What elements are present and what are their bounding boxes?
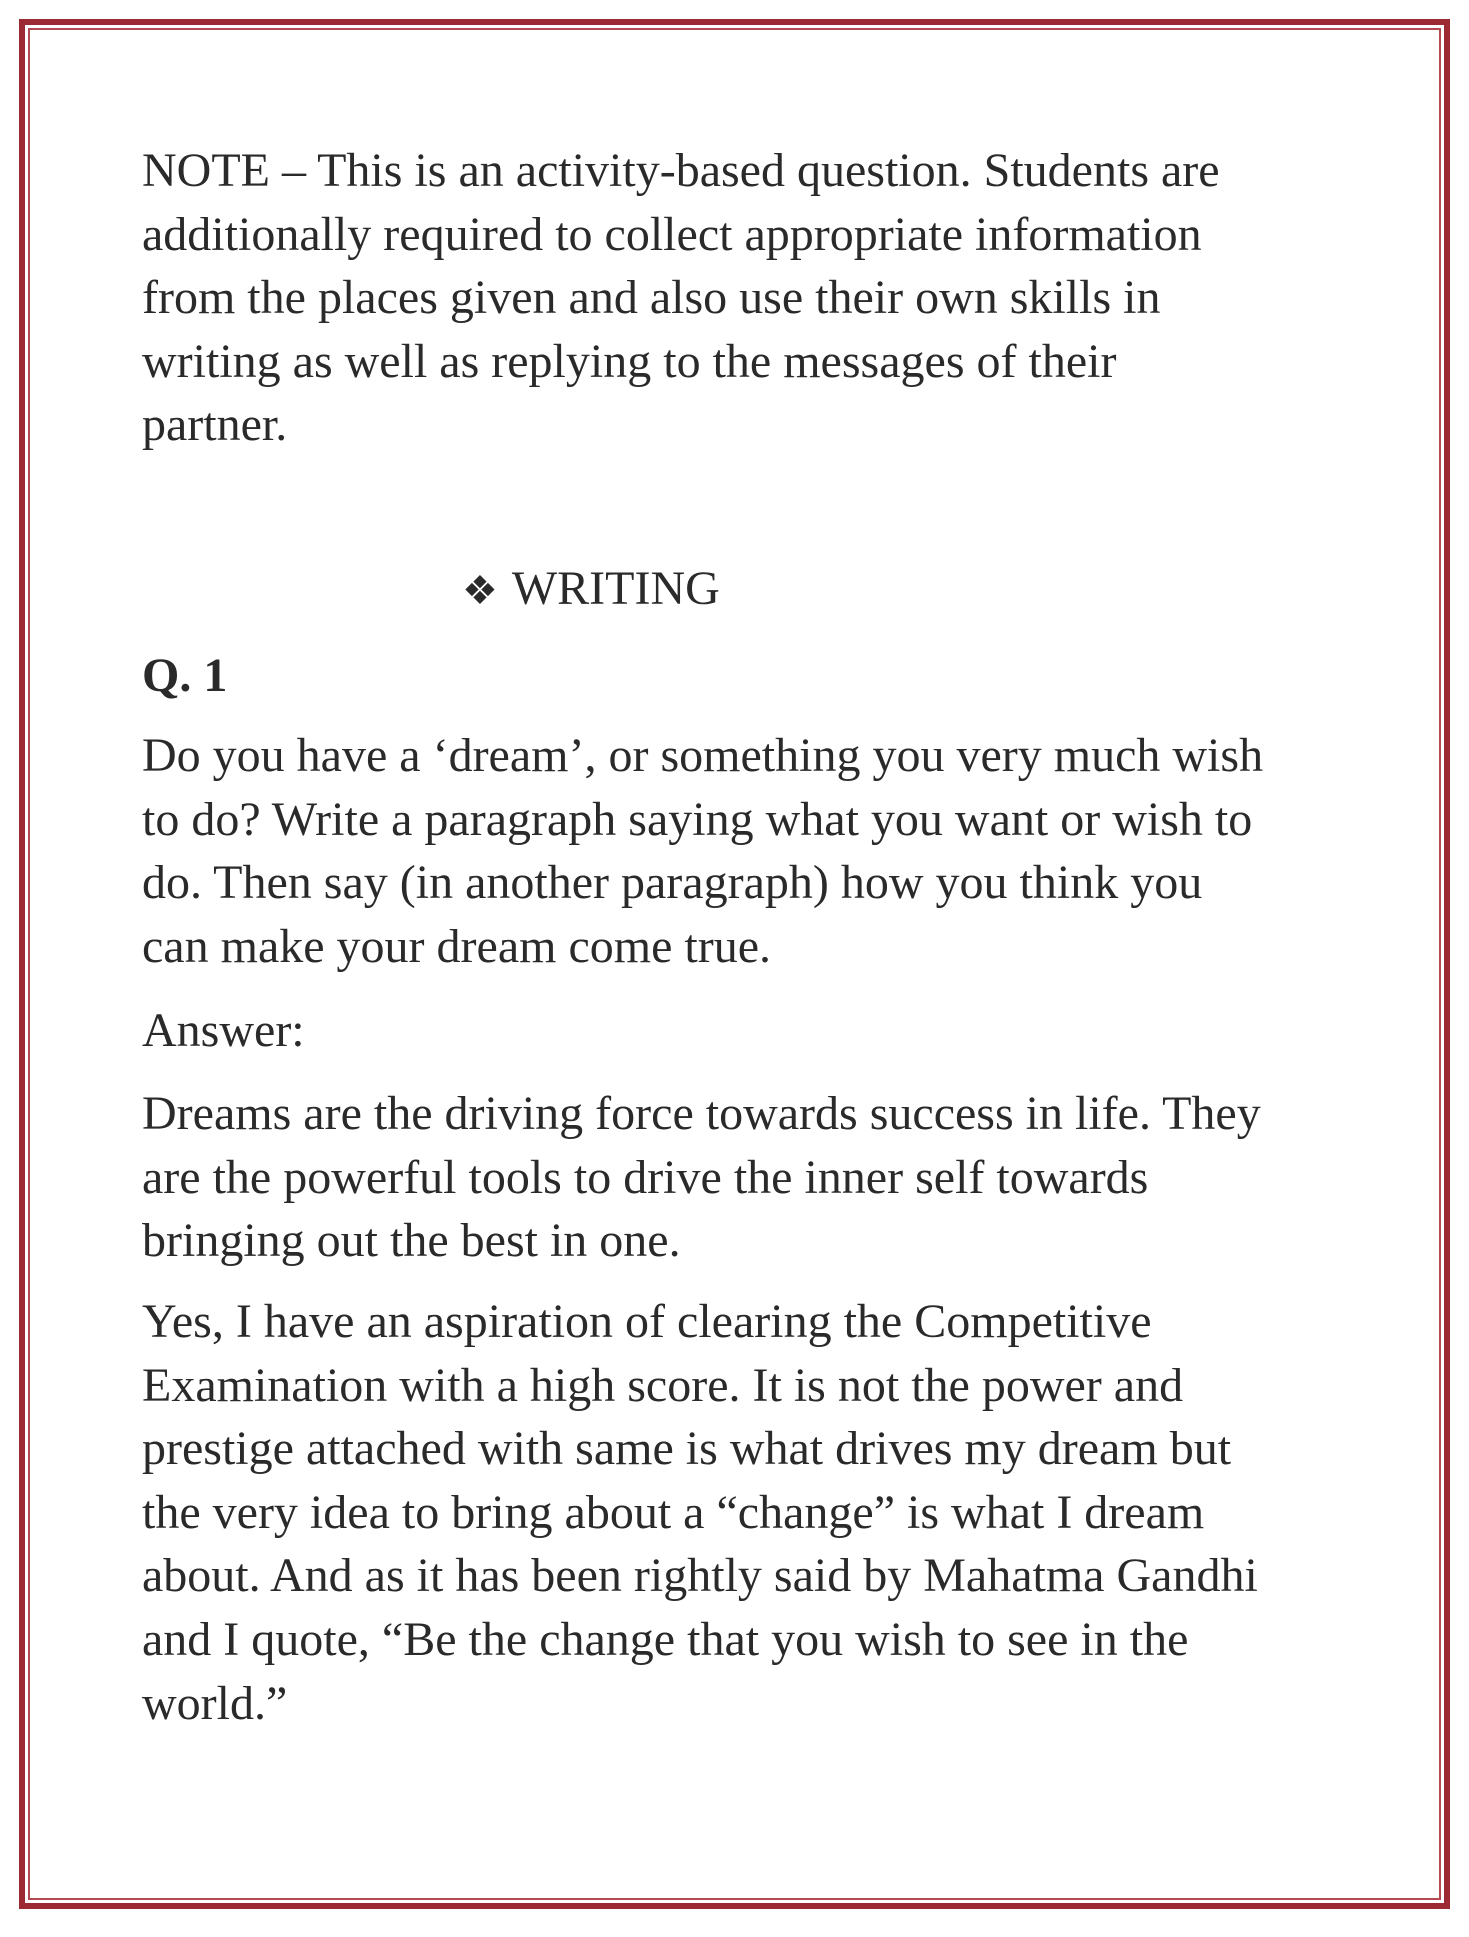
answer-label: Answer: <box>142 1004 305 1057</box>
section-heading <box>462 557 720 623</box>
answer-line: Yes, I have an aspiration of clearing the Competitive <box>142 1295 1152 1348</box>
question-line: Do you have a ‘dream’, or something you very much wish <box>142 729 1264 782</box>
note-line: writing as well as replying to the messages of their <box>142 334 1117 388</box>
answer-line: and I quote, “Be the change that you wish to see in the <box>142 1612 1189 1666</box>
answer-line: bringing out the best in one. <box>142 1214 681 1268</box>
question-number: Q. 1 <box>142 649 228 702</box>
question-line: do. Then say (in another paragraph) how you think you <box>142 856 1203 910</box>
section-title: WRITING <box>511 562 720 615</box>
note-line: from the places given and also use their own skills in <box>142 271 1161 325</box>
answer-paragraph-2 <box>142 1290 1258 1735</box>
answer-line: the very idea to bring about a “change” is what I dream <box>142 1485 1205 1539</box>
question-line: to do? Write a paragraph saying what you want or wish to <box>142 792 1253 846</box>
answer-line: Dreams are the driving force towards success in life. They <box>142 1087 1261 1140</box>
note-line: NOTE – This is an activity-based question. Students are <box>142 144 1220 197</box>
diamond-bullet-icon: ❖ <box>462 568 498 613</box>
question-line: can make your dream come true. <box>142 919 772 973</box>
note-line: additionally required to collect appropriate information <box>142 207 1202 261</box>
note-line: partner. <box>142 398 288 452</box>
answer-line: about. And as it has been rightly said by Mahatma Gandhi <box>142 1549 1258 1603</box>
answer-line: prestige attached with same is what drives my dream but <box>142 1422 1232 1476</box>
answer-line: world.” <box>142 1676 288 1730</box>
answer-line: Examination with a high score. It is not the power and <box>142 1358 1184 1412</box>
note-paragraph <box>142 139 1220 457</box>
question-text <box>142 724 1263 978</box>
answer-paragraph-1 <box>142 1082 1261 1273</box>
answer-line: are the powerful tools to drive the inner self towards <box>142 1150 1149 1204</box>
